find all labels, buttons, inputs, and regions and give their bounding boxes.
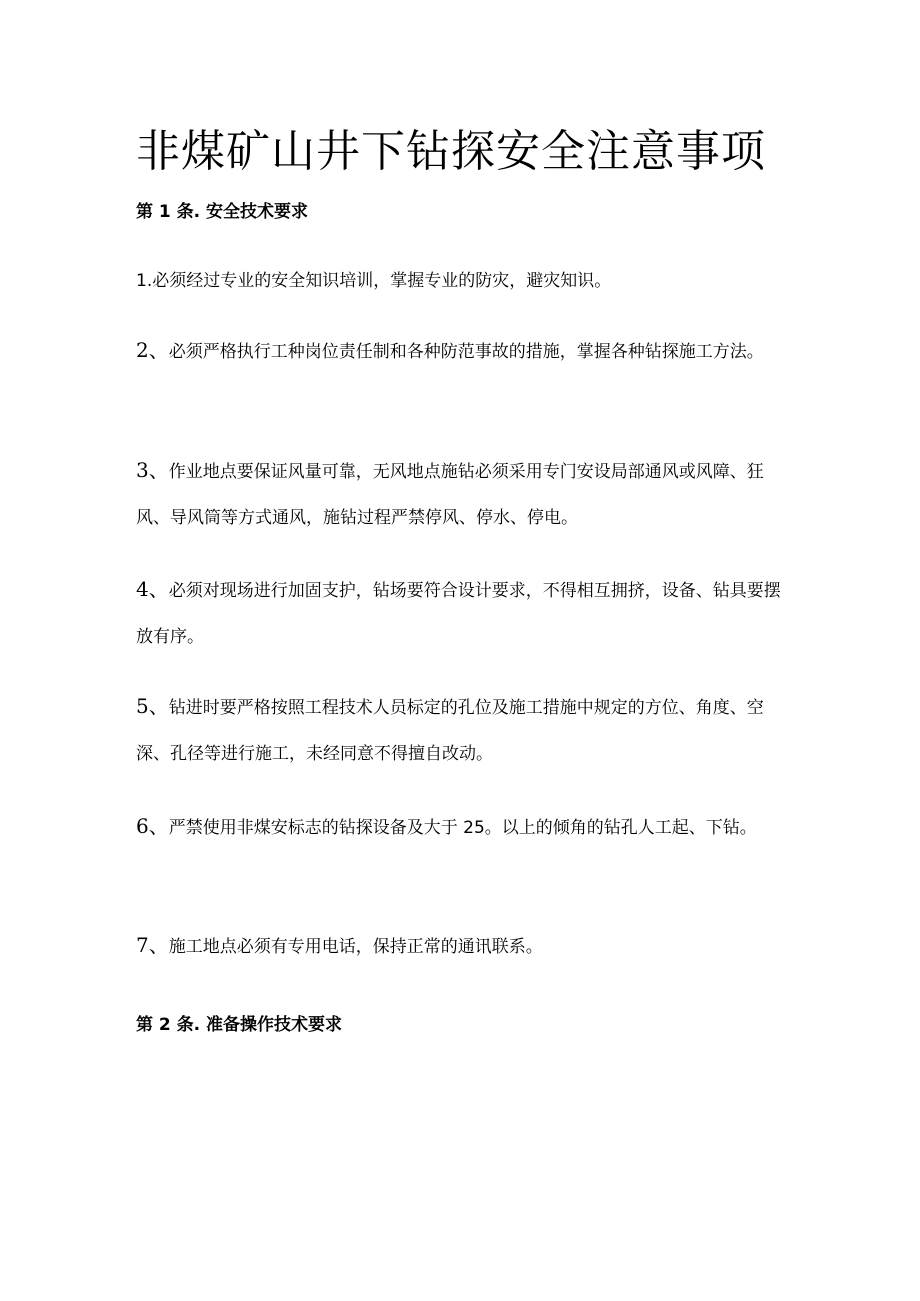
- item-text: 作业地点要保证风量可靠，无风地点施钻必须采用专门安设局部通风或风障、狂风、导风筒等方式通风，施钻过程严禁停风、停水、停电。: [136, 462, 764, 528]
- item-text: 必须严格执行工种岗位责任制和各种防范事故的措施，掌握各种钻探施工方法。: [168, 342, 764, 362]
- item-number: 2、: [136, 338, 169, 362]
- list-item: [136, 683, 786, 777]
- section-heading-2: 第 2 条. 准备操作技术要求: [136, 1015, 343, 1035]
- list-item: [136, 566, 786, 660]
- item-text: 必须经过专业的安全知识培训，掌握专业的防灾，避灾知识。: [152, 271, 612, 291]
- list-item: [136, 803, 786, 851]
- item-number: 4、: [136, 577, 169, 601]
- item-text: 严禁使用非煤安标志的钻探设备及大于 25。以上的倾角的钻孔人工起、下钻。: [168, 818, 757, 838]
- list-item: [136, 327, 786, 375]
- item-number: 6、: [136, 814, 169, 838]
- item-number: 7、: [136, 933, 169, 957]
- list-item: [136, 922, 786, 970]
- document-title: 非煤矿山井下钻探安全注意事项: [136, 126, 766, 177]
- item-text: 施工地点必须有专用电话，保持正常的通讯联系。: [168, 937, 543, 957]
- list-item: [136, 447, 786, 541]
- item-text: 必须对现场进行加固支护，钻场要符合设计要求，不得相互拥挤，设备、钻具要摆放有序。: [136, 581, 781, 647]
- item-text: 钻进时要严格按照工程技术人员标定的孔位及施工措施中规定的方位、角度、空深、孔径等进行施工，未经同意不得擅自改动。: [136, 698, 764, 764]
- section-heading-1: 第 1 条. 安全技术要求: [136, 202, 309, 222]
- item-number: 3、: [136, 458, 169, 482]
- item-number: 1.: [136, 271, 153, 291]
- item-number: 5、: [136, 694, 169, 718]
- list-item: [136, 258, 786, 304]
